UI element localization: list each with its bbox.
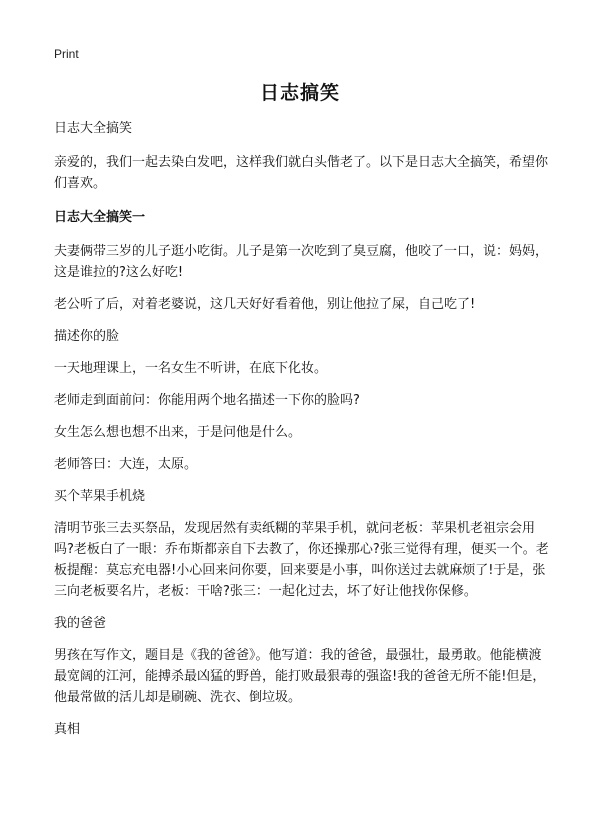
subsection-heading: 日志大全搞笑一 [54,210,146,225]
paragraph: 老师走到面前问：你能用两个地名描述一下你的脸吗? [54,393,360,408]
paragraph: 亲爱的，我们一起去染白发吧，这样我们就白头偕老了。以下是日志大全搞笑，希望你们喜欢。 [54,155,549,191]
paragraph: 老公听了后，对着老婆说，这几天好好看着他，别让他拉了屎，自己吃了! [54,297,476,312]
paragraph: 清明节张三去买祭品，发现居然有卖纸糊的苹果手机，就问老板：苹果机老祖宗会用吗?老板白了一眼：乔布斯都亲自下去教了，你还操那心?张三觉得有理，便买一个。老板提醒：莫忘充电器!小心回来问你要，回来要是小事，叫你送过去就麻烦了!于是，张三向老板要名片，老板：干啥?张三：一起化过去，坏了好让他找你保修。 [54,521,549,599]
paragraph: 男孩在写作文，题目是《我的爸爸》。他写道：我的爸爸，最强壮，最勇敢。他能横渡最宽阔的江河，能搏杀最凶猛的野兽，能打败最狠毒的强盗!我的爸爸无所不能!但是，他最常做的活儿却是刷碗、洗衣、倒垃圾。 [54,648,546,705]
paragraph: 一天地理课上，一名女生不听讲，在底下化妆。 [54,361,328,376]
paragraph: 夫妻俩带三岁的儿子逛小吃街。儿子是第一次吃到了臭豆腐，他咬了一口，说：妈妈，这是谁拉的?这么好吃! [54,244,549,280]
paragraph: 女生怎么想也想不出来，于是问他是什么。 [54,425,302,440]
section-heading: 买个苹果手机烧 [54,489,146,504]
article-body [54,118,554,740]
page-title: 日志搞笑 [259,82,340,104]
section-heading: 真相 [54,722,81,737]
section-heading: 日志大全搞笑 [54,121,133,136]
section-heading: 描述你的脸 [54,329,120,344]
section-heading: 我的爸爸 [54,616,107,631]
paragraph: 老师答曰：大连，太原。 [54,457,198,472]
print-label: Print [54,47,79,61]
